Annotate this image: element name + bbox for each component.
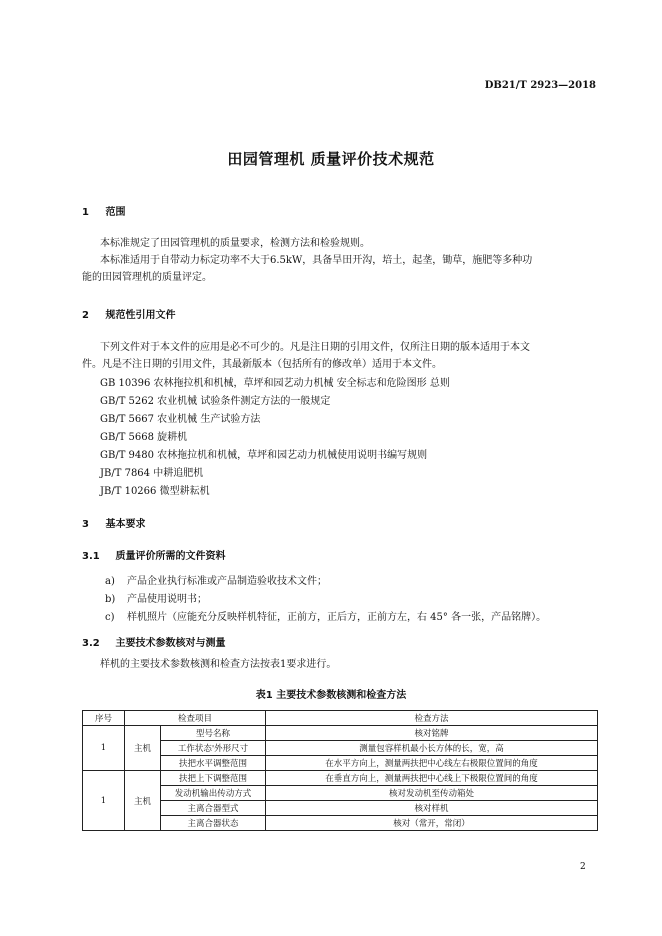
section-2-paragraph-line-2: 件。凡是不注日期的引用文件，其最新版本（包括所有的修改单）适用于本文件。: [82, 359, 442, 370]
section-3-1-number: 3.1: [82, 551, 100, 562]
section-3-2-paragraph: 样机的主要技术参数核测和检查方法按表1要求进行。: [100, 659, 337, 670]
row-item: 扶把上下调整范围: [161, 771, 266, 786]
row-item: 工作状态'外形尺寸: [161, 741, 266, 756]
row-method: 在垂直方向上，测量两扶把中心线上下极限位置间的角度: [266, 771, 598, 786]
row-method: 核对（常开，常闭）: [266, 816, 598, 831]
list-item-label: c): [105, 612, 115, 623]
section-2-number: 2: [82, 310, 89, 321]
section-3-2-heading: [82, 634, 225, 649]
section-3-1-title: 质量评价所需的文件资料: [115, 551, 226, 562]
table-row: [83, 726, 598, 741]
header-method: 检查方法: [266, 711, 598, 726]
list-item: [105, 609, 546, 627]
reference-item: GB/T 5262 农业机械 试验条件测定方法的一般规定: [100, 396, 331, 407]
reference-list: [100, 375, 450, 501]
section-1-paragraph-2-line-1: 本标准适用于自带动力标定功率不大于6.5kW，具备旱田开沟，培土，起垄，锄草，施肥等多种功: [100, 255, 533, 266]
section-3-2-title: 主要技术参数核对与测量: [115, 638, 226, 649]
header-no: 序号: [83, 711, 125, 726]
list-item-text: 样机照片（应能充分反映样机特征，正前方，正后方，正前方左，右 45° 各一张，产品铭牌）。: [127, 612, 547, 623]
reference-item: JB/T 10266 微型耕耘机: [100, 486, 210, 497]
row-method: 核对铭牌: [266, 726, 598, 741]
row-item: 扶把水平调整范围: [161, 756, 266, 771]
document-list: [105, 573, 546, 627]
section-3-title: 基本要求: [105, 519, 146, 530]
table-row: [83, 756, 598, 771]
reference-item: GB/T 5668 旋耕机: [100, 432, 188, 443]
list-item-text: 产品使用说明书；: [127, 594, 207, 605]
row-method: 核对发动机至传动箱处: [266, 786, 598, 801]
reference-item: GB 10396 农林拖拉机和机械，草坪和园艺动力机械 安全标志和危险图形 总则: [100, 378, 450, 389]
section-1-heading: [82, 203, 125, 218]
table-caption: 表1 主要技术参数核测和检查方法: [255, 690, 407, 701]
section-1-title: 范围: [105, 207, 126, 218]
row-item: 发动机输出传动方式: [161, 786, 266, 801]
section-2-paragraph-line-1: 下列文件对于本文件的应用是必不可少的。凡是注日期的引用文件，仅所注日期的版本适用于本文: [100, 342, 530, 353]
list-item-text: 产品企业执行标准或产品制造验收技术文件；: [127, 576, 327, 587]
section-2-heading: [82, 306, 175, 321]
row-number: 1: [83, 726, 125, 771]
row-method: 在水平方向上，测量两扶把中心线左右极限位置间的角度: [266, 756, 598, 771]
list-item: [105, 591, 546, 609]
reference-item: GB/T 9480 农林拖拉机和机械，草坪和园艺动力机械使用说明书编写规则: [100, 450, 428, 461]
reference-item: GB/T 5667 农业机械 生产试验方法: [100, 414, 261, 425]
header-item: 检查项目: [125, 711, 266, 726]
table-row: [83, 771, 598, 786]
document-title: 田园管理机 质量评价技术规范: [227, 150, 435, 168]
section-3-2-number: 3.2: [82, 638, 100, 649]
section-1-paragraph-1: 本标准规定了田园管理机的质量要求，检测方法和检验规则。: [100, 238, 370, 249]
page-number: 2: [580, 862, 586, 872]
row-method: 测量包容样机最小长方体的长，宽，高: [266, 741, 598, 756]
section-3-heading: [82, 515, 145, 530]
parameter-table: [82, 710, 598, 831]
table-header-row: [83, 711, 598, 726]
row-category: 主机: [125, 726, 161, 771]
row-category: 主机: [125, 771, 161, 831]
section-1-number: 1: [82, 207, 89, 218]
table-row: [83, 816, 598, 831]
row-item: 主离合器型式: [161, 801, 266, 816]
row-number: 1: [83, 771, 125, 831]
document-number: DB21/T 2923—2018: [484, 80, 596, 91]
table-row: [83, 786, 598, 801]
row-method: 核对样机: [266, 801, 598, 816]
list-item: [105, 573, 546, 591]
section-3-1-heading: [82, 547, 225, 562]
row-item: 型号名称: [161, 726, 266, 741]
table-row: [83, 801, 598, 816]
section-2-title: 规范性引用文件: [105, 310, 176, 321]
list-item-label: a): [105, 576, 115, 587]
section-3-number: 3: [82, 519, 89, 530]
table-row: [83, 741, 598, 756]
reference-item: JB/T 7864 中耕追肥机: [100, 468, 204, 479]
section-1-paragraph-2-line-2: 能的田园管理机的质量评定。: [82, 272, 212, 283]
list-item-label: b): [105, 594, 116, 605]
row-item: 主离合器状态: [161, 816, 266, 831]
